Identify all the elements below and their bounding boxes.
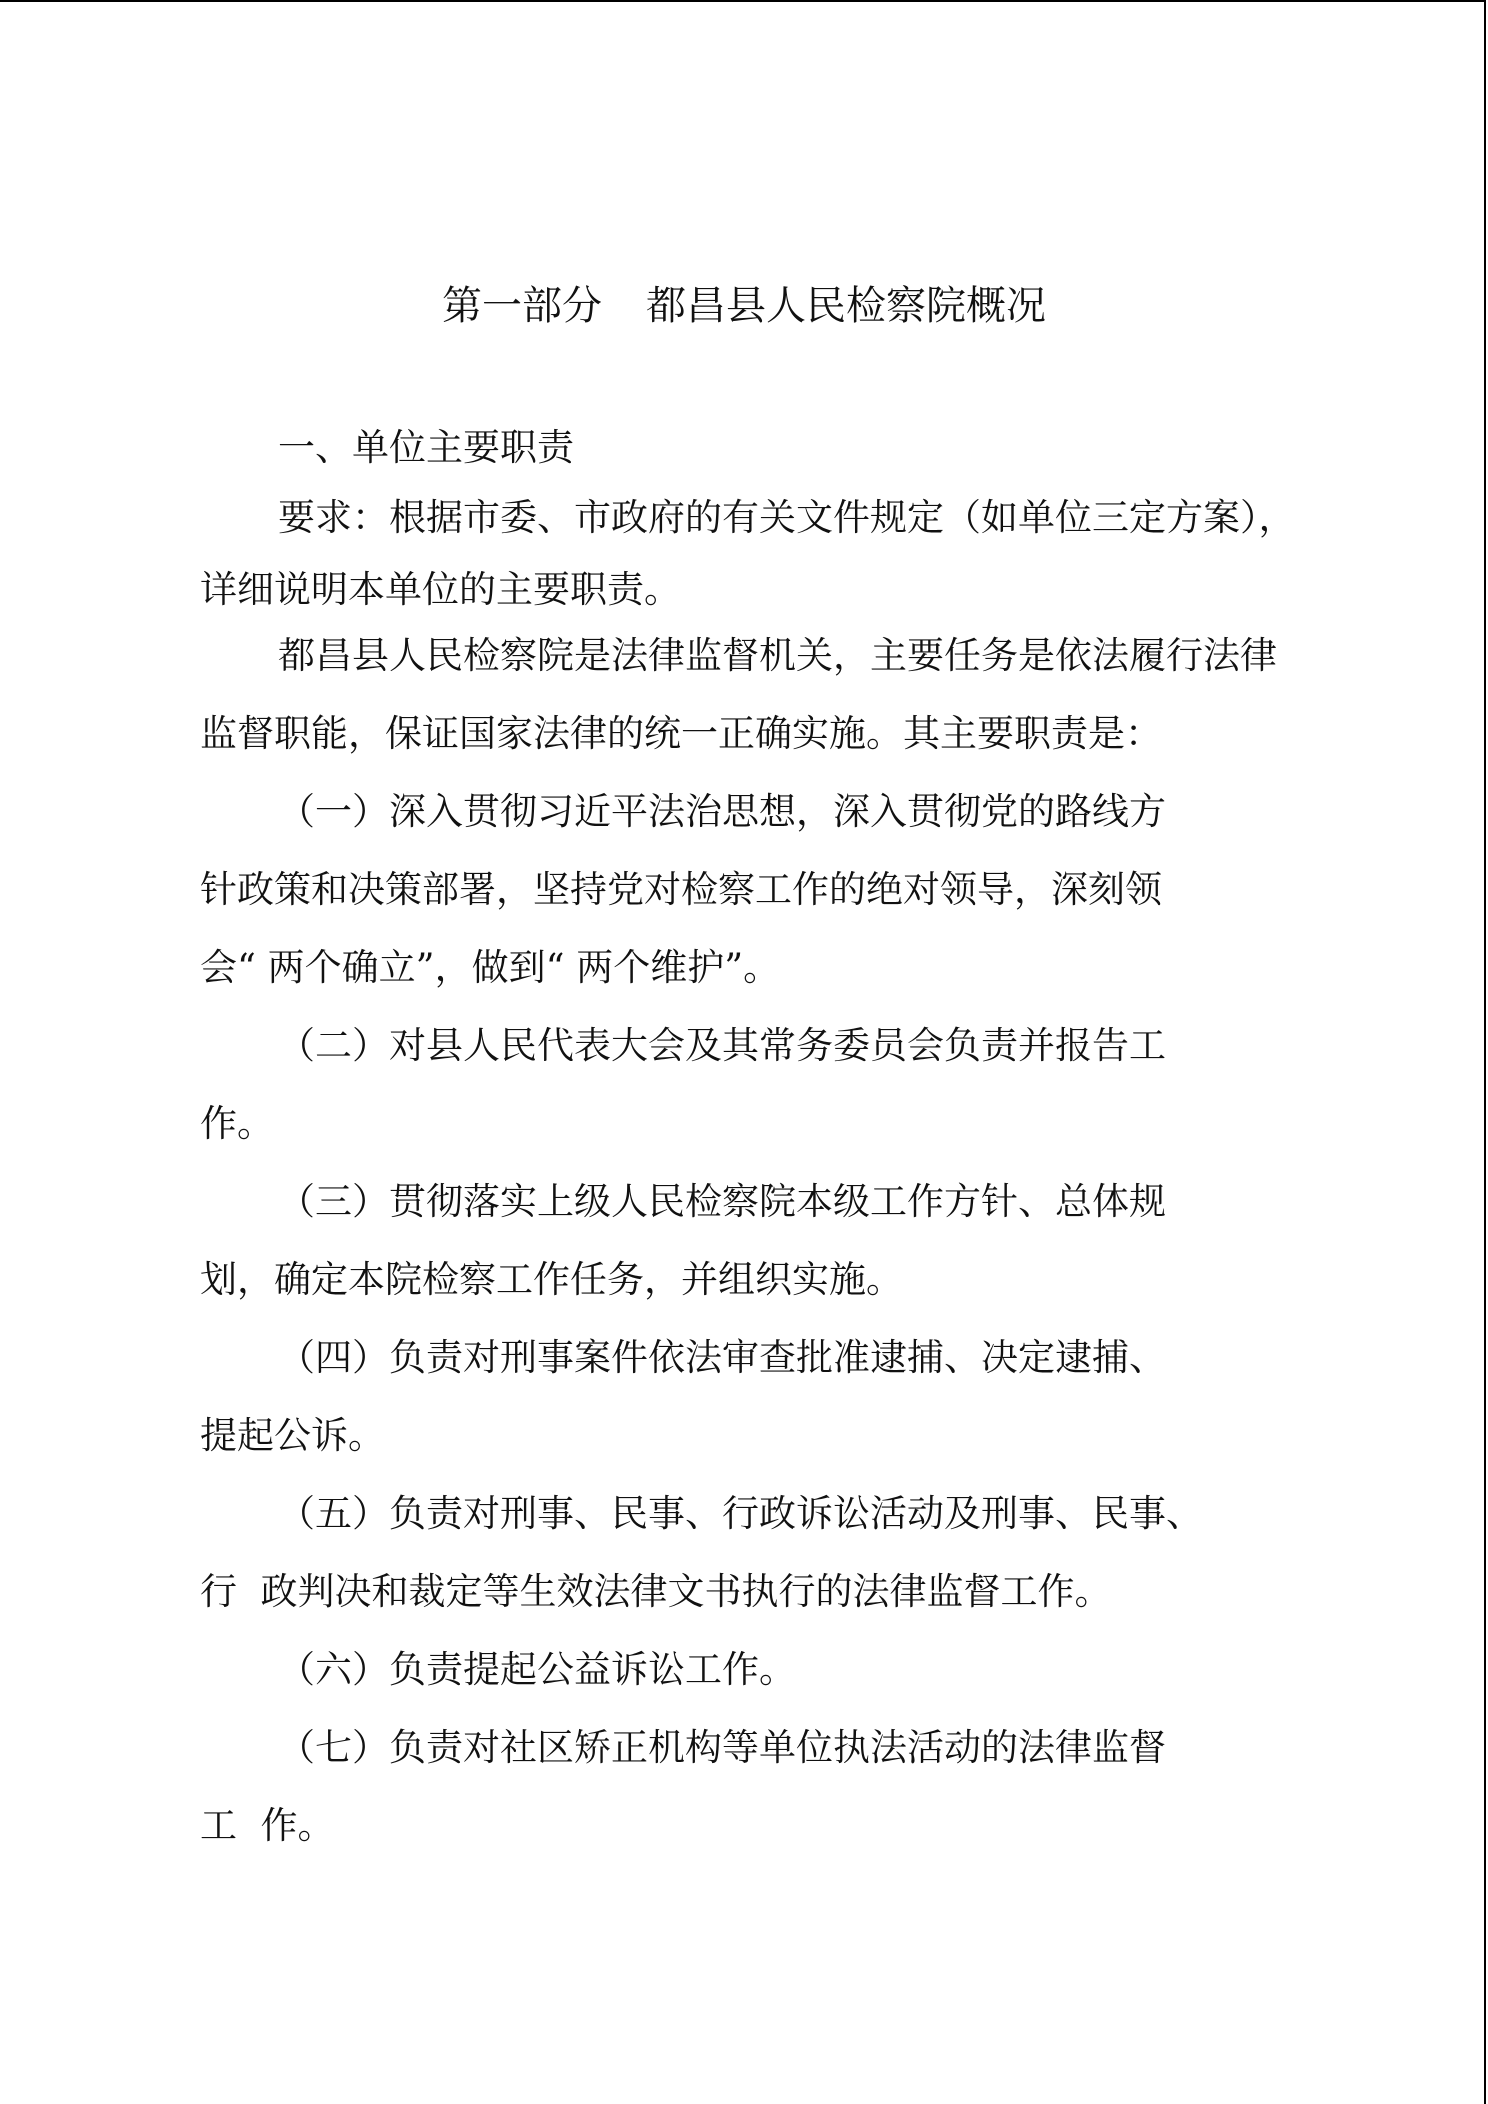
title-name: 都昌县人民检察院概况 [646, 283, 1046, 329]
duty-4-line-1: （四）负责对刑事案件依法审查批准逮捕、决定逮捕、 [278, 1336, 1166, 1379]
duty-4-line-2: 提起公诉。 [200, 1414, 385, 1457]
section-heading: 一、单位主要职责 [278, 426, 574, 469]
duty-3-line-1: （三）贯彻落实上级人民检察院本级工作方针、总体规 [278, 1180, 1166, 1223]
duty-3-line-2: 划，确定本院检察工作任务，并组织实施。 [200, 1258, 903, 1301]
duty-6-line-1: （六）负责提起公益诉讼工作。 [278, 1648, 796, 1691]
duty-5-line-2: 行 政判决和裁定等生效法律文书执行的法律监督工作。 [200, 1570, 1112, 1613]
duty-7-line-1: （七）负责对社区矫正机构等单位执法活动的法律监督 [278, 1726, 1166, 1769]
intro-line-2: 监督职能，保证国家法律的统一正确实施。其主要职责是： [200, 712, 1162, 755]
duty-7-line-2: 工 作。 [200, 1804, 335, 1847]
duty-1-line-2: 针政策和决策部署，坚持党对检察工作的绝对领导，深刻领 [200, 868, 1162, 911]
duty-2-line-1: （二）对县人民代表大会及其常务委员会负责并报告工 [278, 1024, 1166, 1067]
intro-line-1: 都昌县人民检察院是法律监督机关，主要任务是依法履行法律 [278, 634, 1277, 677]
requirement-line-2: 详细说明本单位的主要职责。 [200, 568, 681, 611]
duty-5-line-1: （五）负责对刑事、民事、行政诉讼活动及刑事、民事、 [278, 1492, 1203, 1535]
title-part: 第一部分 [442, 283, 602, 329]
duty-1-line-1: （一）深入贯彻习近平法治思想，深入贯彻党的路线方 [278, 790, 1166, 833]
duty-1-line-3: 会“ 两个确立”，做到“ 两个维护”。 [200, 946, 781, 989]
requirement-line-1: 要求：根据市委、市政府的有关文件规定（如单位三定方案）， [278, 496, 1296, 539]
duty-2-line-2: 作。 [200, 1102, 274, 1145]
page-title [0, 274, 1488, 338]
